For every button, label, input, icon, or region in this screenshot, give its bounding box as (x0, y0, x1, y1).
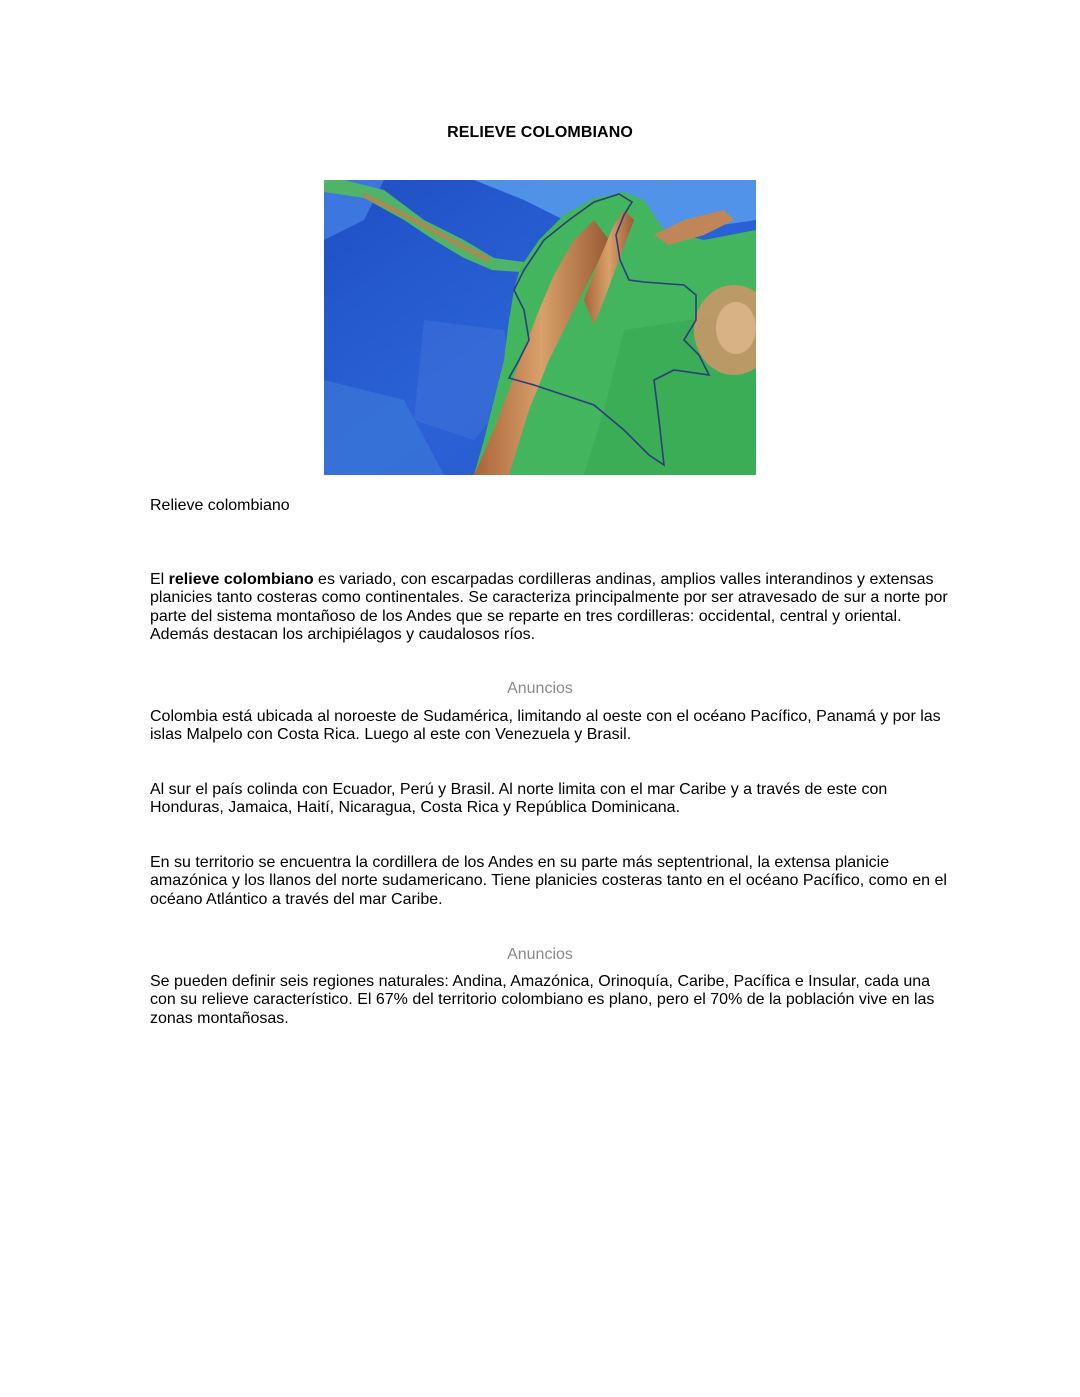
borders-paragraph: Al sur el país colinda con Ecuador, Perú y Brasil. Al norte limita con el mar Caribe y a través de este con Honduras, Jamaica, Haití, Nicaragua, Costa Rica y República Dominicana. (150, 781, 888, 817)
image-caption: Relieve colombiano (150, 497, 290, 514)
intro-bold-term: relieve colombiano (168, 571, 314, 588)
ads-label: Anuncios (507, 680, 573, 697)
relief-map-image (324, 180, 756, 475)
regions-paragraph: Se pueden definir seis regiones naturales: Andina, Amazónica, Orinoquía, Caribe, Pacífica e Insular, cada una con su relieve característico. El 67% del territorio colombiano es plano, pero el 70% de la población vive en las zonas montañosas. (150, 973, 935, 1027)
territory-paragraph: En su territorio se encuentra la cordillera de los Andes en su parte más septentrional, la extensa planicie amazónica y los llanos del norte sudamericano. Tiene planicies costeras tanto en el océano Pacífico, como en el océano Atlántico a través del mar Caribe. (150, 854, 947, 908)
intro-text-rest: es variado, con escarpadas cordilleras andinas, amplios valles interandinos y extensas planicies tanto costeras como continentales. Se caracteriza principalmente por ser atravesado de sur a norte por parte del sistema montañoso de los Andes que se reparte en tres cordilleras: occidental, central y oriental. Además destacan los archipiélagos y caudalosos ríos. (150, 571, 948, 643)
ads-label: Anuncios (507, 946, 573, 963)
location-paragraph: Colombia está ubicada al noroeste de Sudamérica, limitando al oeste con el océano Pacífico, Panamá y por las islas Malpelo con Costa Rica. Luego al este con Venezuela y Brasil. (150, 708, 941, 744)
page-title: RELIEVE COLOMBIANO (447, 124, 633, 141)
intro-text-start: El (150, 571, 169, 588)
intro-paragraph (150, 571, 950, 644)
